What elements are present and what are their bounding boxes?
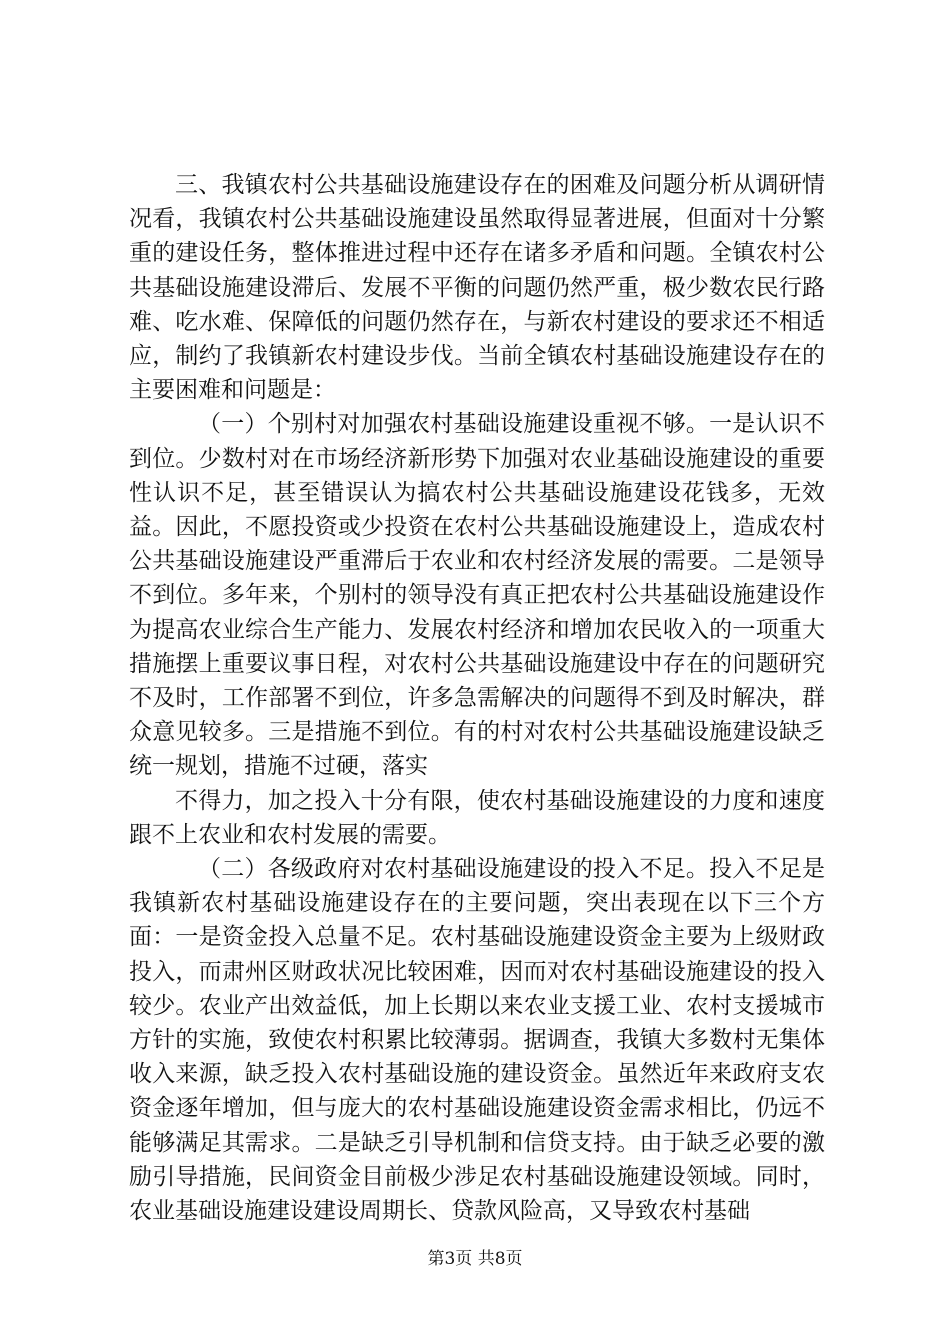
paragraph-section-three: 三、我镇农村公共基础设施建设存在的困难及问题分析从调研情况看，我镇农村公共基础设施建设虽然取得显著进展，但面对十分繁重的建设任务，整体推进过程中还存在诸多矛盾和问题。全镇农村公共基础设施建设滞后、发展不平衡的问题仍然严重，极少数农民行路难、吃水难、保障低的问题仍然存在，与新农村建设的要求还不相适应，制约了我镇新农村建设步伐。当前全镇农村基础设施建设存在的主要困难和问题是： xyxy=(129,172,825,404)
paragraph-continuation: 不得力，加之投入十分有限，使农村基础设施建设的力度和速度跟不上农业和农村发展的需要。 xyxy=(129,787,825,848)
document-body xyxy=(129,168,825,1228)
paragraph-subsection-two: （二）各级政府对农村基础设施建设的投入不足。投入不足是我镇新农村基础设施建设存在的主要问题，突出表现在以下三个方面：一是资金投入总量不足。农村基础设施建设资金主要为上级财政投入，而肃州区财政状况比较困难，因而对农村基础设施建设的投入较少。农业产出效益低，加上长期以来农业支援工业、农村支援城市方针的实施，致使农村积累比较薄弱。据调查，我镇大多数村无集体收入来源，缺乏投入农村基础设施的建设资金。虽然近年来政府支农资金逐年增加，但与庞大的农村基础设施建设资金需求相比，仍远不能够满足其需求。二是缺乏引导机制和信贷支持。由于缺乏必要的激励引导措施，民间资金目前极少涉足农村基础设施建设领域。同时，农业基础设施建设建设周期长、贷款风险高，又导致农村基础 xyxy=(129,856,825,1225)
paragraph-subsection-one: （一）个别村对加强农村基础设施建设重视不够。一是认识不到位。少数村对在市场经济新形势下加强对农业基础设施建设的重要性认识不足，甚至错误认为搞农村公共基础设施建设花钱多，无效益。因此，不愿投资或少投资在农村公共基础设施建设上，造成农村公共基础设施建设严重滞后于农业和农村经济发展的需要。二是领导不到位。多年来，个别村的领导没有真正把农村公共基础设施建设作为提高农业综合生产能力、发展农村经济和增加农民收入的一项重大措施摆上重要议事日程，对农村公共基础设施建设中存在的问题研究不及时，工作部署不到位，许多急需解决的问题得不到及时解决，群众意见较多。三是措施不到位。有的村对农村公共基础设施建设缺乏统一规划，措施不过硬，落实 xyxy=(129,411,825,780)
page-footer: 第3页 共8页 xyxy=(427,1249,523,1269)
